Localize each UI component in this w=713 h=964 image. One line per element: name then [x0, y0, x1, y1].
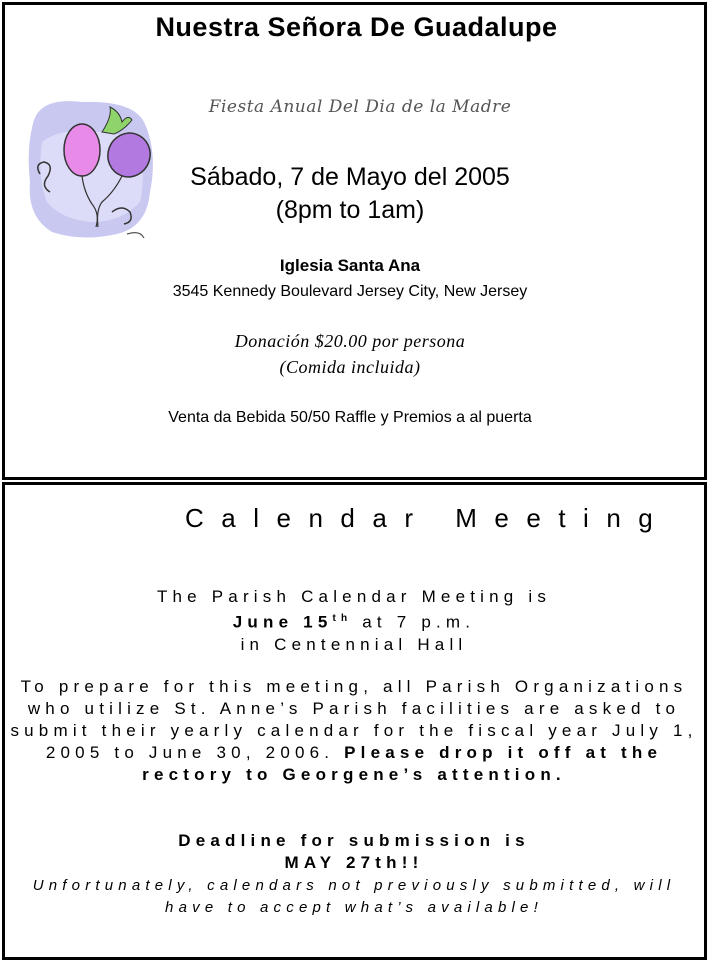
- meeting-time: at 7 p.m.: [362, 612, 476, 632]
- event-address: 3545 Kennedy Boulevard Jersey City, New Jersey: [172, 283, 528, 300]
- event-time: (8pm to 1am): [275, 196, 425, 224]
- event-venue: Iglesia Santa Ana: [279, 256, 421, 275]
- prepare-instruction: Please drop it off at the rectory to Georgene’s attention.: [142, 743, 663, 784]
- meeting-line: The Parish Calendar Meeting is: [156, 587, 552, 606]
- deadline-block: [6, 830, 702, 874]
- late-submission-note: Unfortunately, calendars not previously submitted, will have to accept what’s available!: [32, 877, 676, 916]
- event-subtitle: Fiesta Anual Del Dia de la Madre: [208, 97, 512, 117]
- page-title: Nuestra Señora De Guadalupe: [155, 12, 558, 42]
- calendar-heading: Calendar Meeting: [185, 503, 671, 533]
- event-sales-note: Venta da Bebida 50/50 Raffle y Premios a al puerta: [168, 409, 532, 426]
- event-date: Sábado, 7 de Mayo del 2005: [190, 163, 510, 191]
- meeting-info: [6, 586, 702, 656]
- event-donation: Donación $20.00 por persona: [234, 331, 466, 351]
- prepare-text: To prepare for this meeting, all Parish Organizations who utilize St. Anne’s Parish facilities are asked to submit their yearly calendar for the fiscal year July 1, 2005 to June 30, 2006.: [10, 677, 698, 762]
- meeting-date-suffix: th: [332, 613, 353, 624]
- prepare-paragraph: [6, 676, 702, 786]
- deadline-line: Deadline for submission is: [178, 831, 530, 850]
- deadline-date: MAY 27th!!: [284, 853, 424, 872]
- meeting-place: in Centennial Hall: [240, 634, 468, 654]
- event-food-note: (Comida incluida): [279, 357, 421, 377]
- meeting-datetime: [6, 608, 702, 634]
- meeting-date: June 15: [232, 612, 333, 632]
